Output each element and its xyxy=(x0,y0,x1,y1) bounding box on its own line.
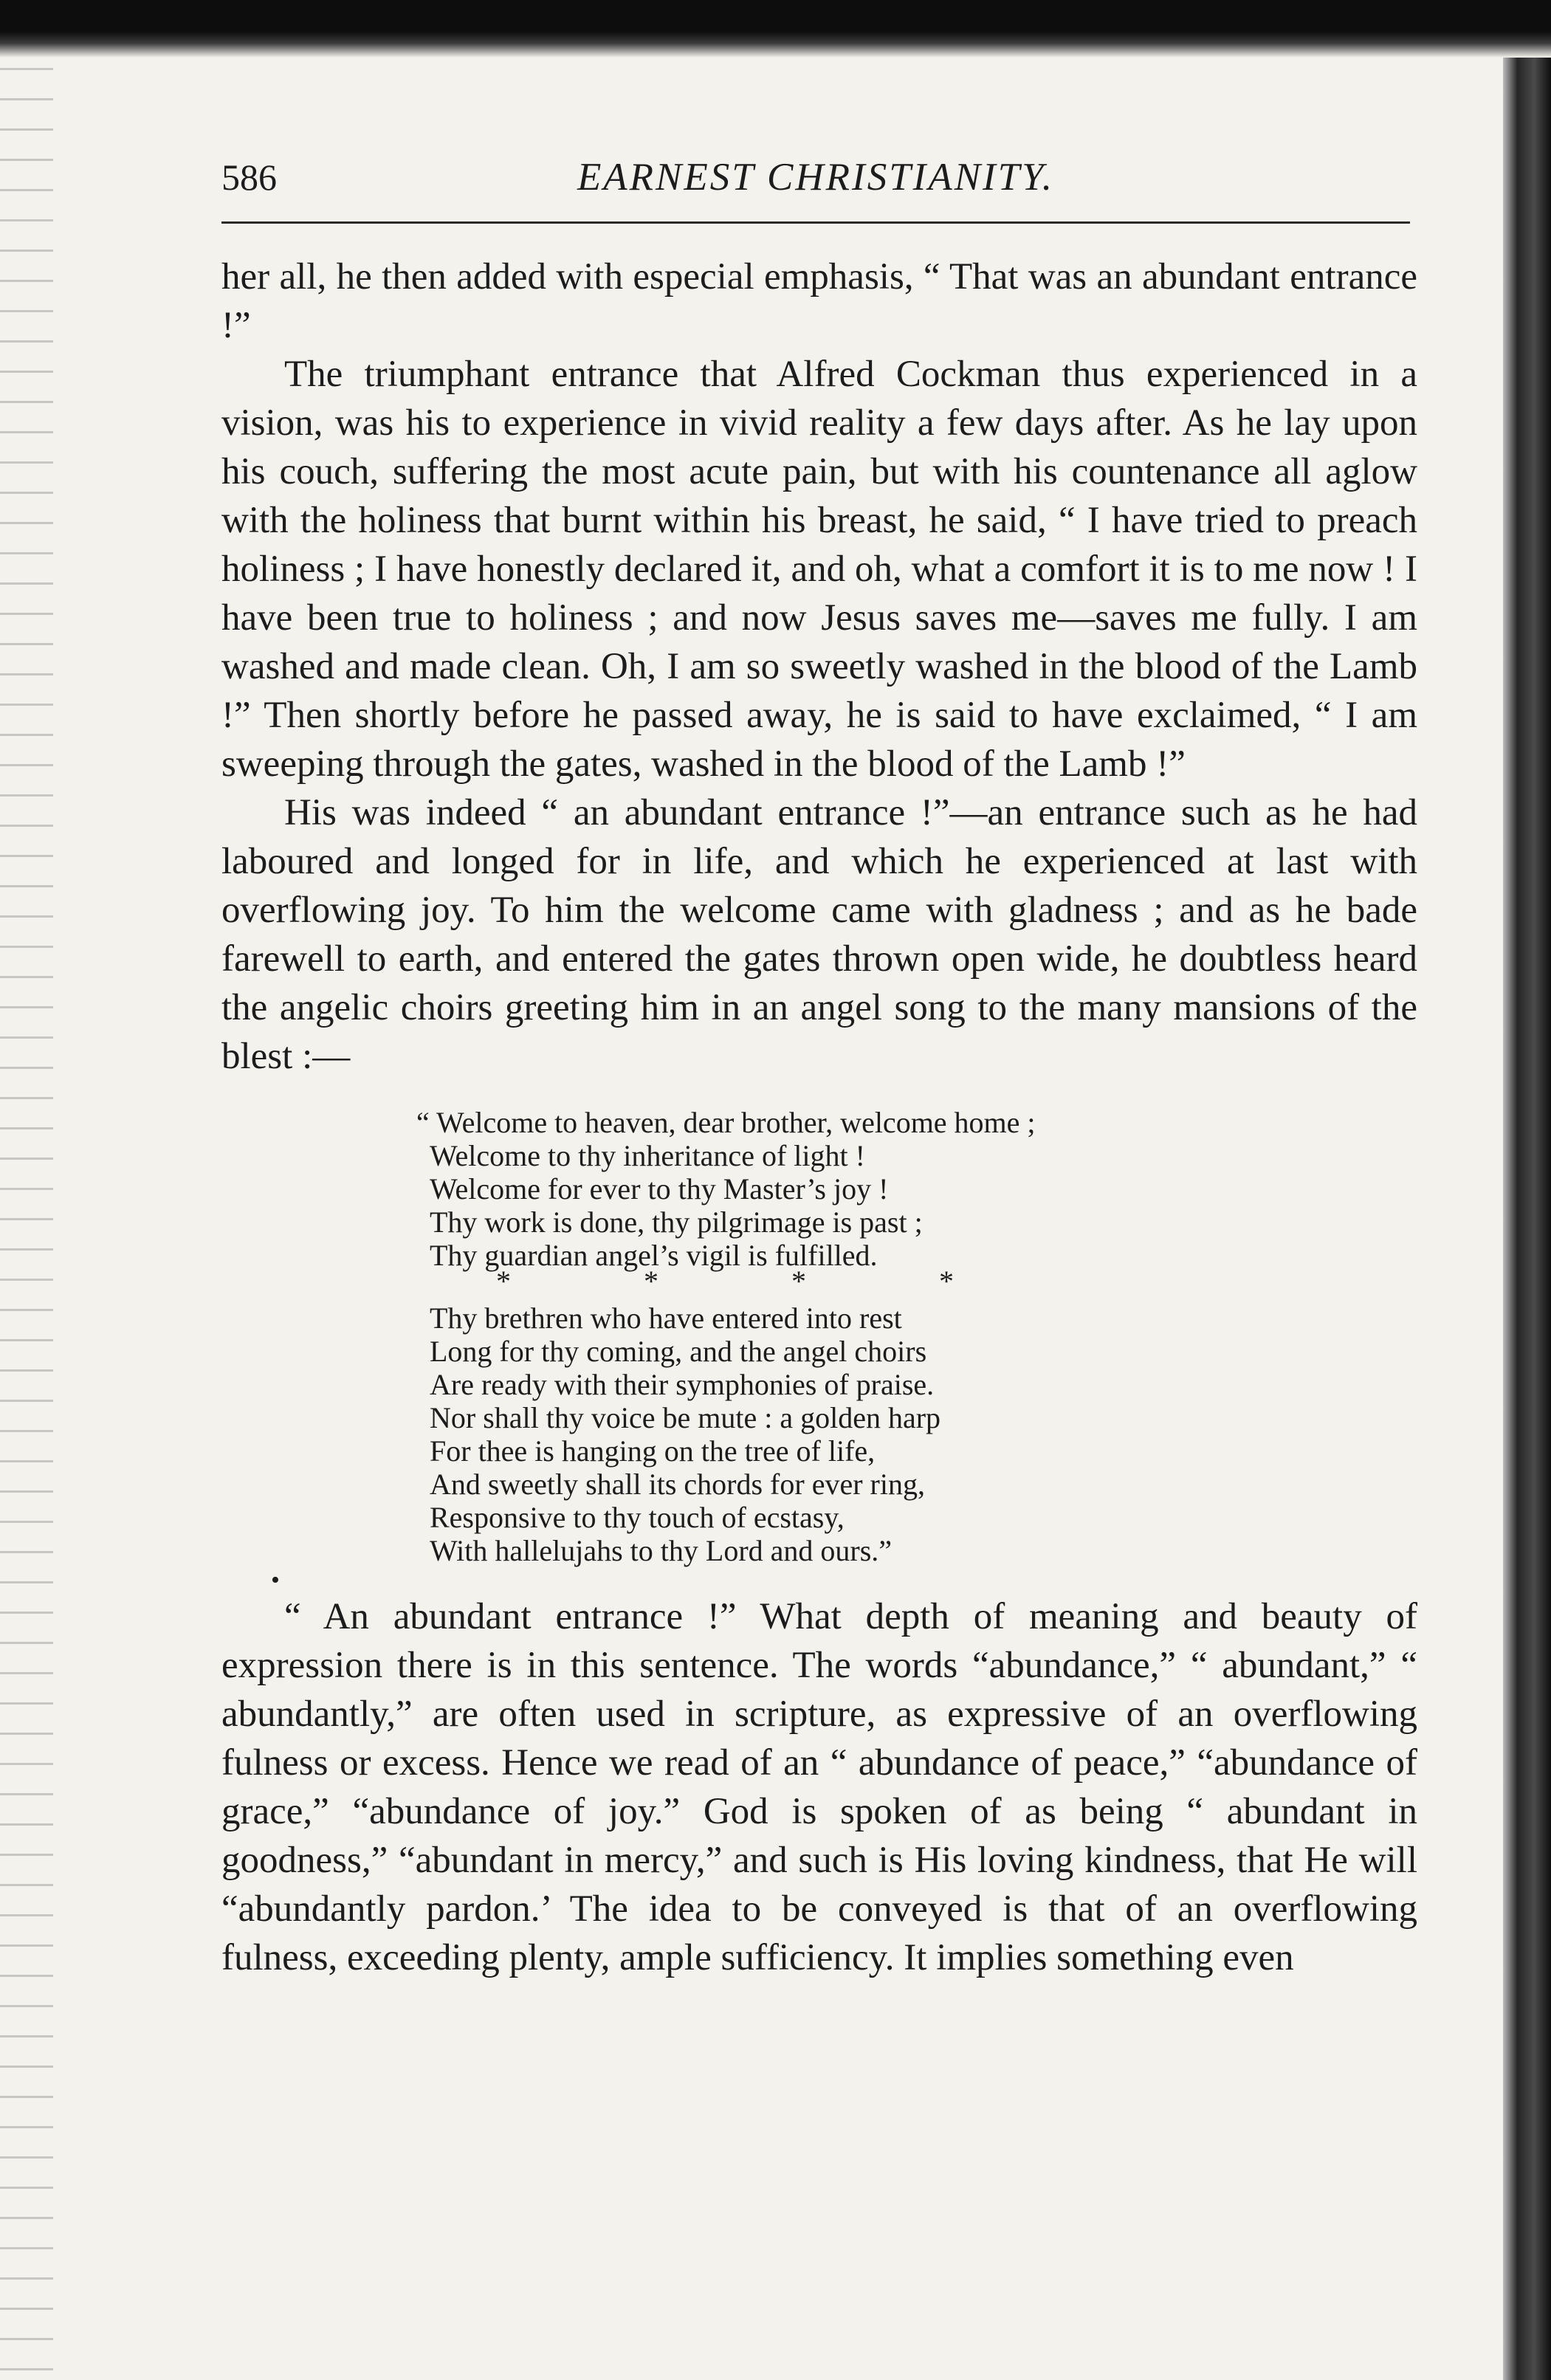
paragraph-1: her all, he then added with especial emphasis, “ That was an abundant entrance !” xyxy=(221,256,1417,346)
asterisk: * xyxy=(644,1265,658,1298)
page-header xyxy=(221,148,1410,207)
page-body xyxy=(221,252,1417,1982)
poem-line: And sweetly shall its chords for ever ring, xyxy=(430,1468,925,1501)
paragraph-3: His was indeed “ an abundant entrance !”—an entrance such as he had laboured and longed for in life, and which he experienced at last with overflowing joy. To him the welcome came with gladness ; and as he bade farewell to earth, and entered the gates thrown open wide, he doubtless heard the angelic choirs greeting him in an angel song to the many mansions of the blest :— xyxy=(221,792,1417,1077)
stanza-break xyxy=(430,1265,1417,1298)
paragraph-4: “ An abundant entrance !” What depth of meaning and beauty of expression there is in this sentence. The words “abundance,” “ abundant,” “ abundantly,” are often used in scripture, as expressive of an overflowing fulness or excess. Hence we read of an “ abundance of peace,” “abundance of grace,” “abundance of joy.” God is spoken of as being “ abundant in goodness,” “abundant in mercy,” and such is His loving kindness, that He will “abundantly pardon.’ The idea to be conveyed is that of an overflowing fulness, exceeding plenty, ample sufficiency. It implies something even xyxy=(221,1596,1417,1978)
poem-line: For thee is hanging on the tree of life, xyxy=(430,1434,876,1468)
page-number: 586 xyxy=(221,157,277,198)
scan-left-edge xyxy=(0,58,53,2380)
running-title: EARNEST CHRISTIANITY. xyxy=(577,156,1055,199)
scan-right-edge xyxy=(1503,58,1551,2380)
poem-line: With hallelujahs to thy Lord and ours.” xyxy=(430,1534,893,1567)
poem-line: Welcome to thy inheritance of light ! xyxy=(430,1139,865,1172)
poem-line: Long for thy coming, and the angel choirs xyxy=(430,1335,927,1368)
scan-top-band xyxy=(0,0,1551,58)
poem-line: “ Welcome to heaven, dear brother, welcome home ; xyxy=(416,1106,1036,1139)
poem-line: Welcome for ever to thy Master’s joy ! xyxy=(430,1172,889,1206)
asterisk: * xyxy=(939,1265,954,1298)
header-rule xyxy=(221,221,1410,224)
poem-line: Thy work is done, thy pilgrimage is past ; xyxy=(430,1206,923,1239)
poem-line: Nor shall thy voice be mute : a golden harp xyxy=(430,1401,941,1434)
asterisk: * xyxy=(791,1265,806,1298)
poem-line: Thy guardian angel’s vigil is fulfilled. xyxy=(430,1239,878,1272)
poem-line: Responsive to thy touch of ecstasy, xyxy=(430,1501,845,1534)
poem-line: Are ready with their symphonies of praise. xyxy=(430,1368,935,1401)
margin-bullet: • xyxy=(271,1566,280,1594)
poem-block xyxy=(416,1106,1417,1567)
asterisk: * xyxy=(496,1265,511,1298)
poem-line: Thy brethren who have entered into rest xyxy=(430,1301,902,1335)
paragraph-2: The triumphant entrance that Alfred Cockman thus experienced in a vision, was his to experience in vivid reality a few days after. As he lay upon his couch, suffering the most acute pain, but with his countenance all aglow with the holiness that burnt within his breast, he said, “ I have tried to preach holiness ; I have honestly declared it, and oh, what a comfort it is to me now ! I have been true to holiness ; and now Jesus saves me—saves me fully. I am washed and made clean. Oh, I am so sweetly washed in the blood of the Lamb !” Then shortly before he passed away, he is said to have exclaimed, “ I am sweeping through the gates, washed in the blood of the Lamb !” xyxy=(221,354,1417,785)
